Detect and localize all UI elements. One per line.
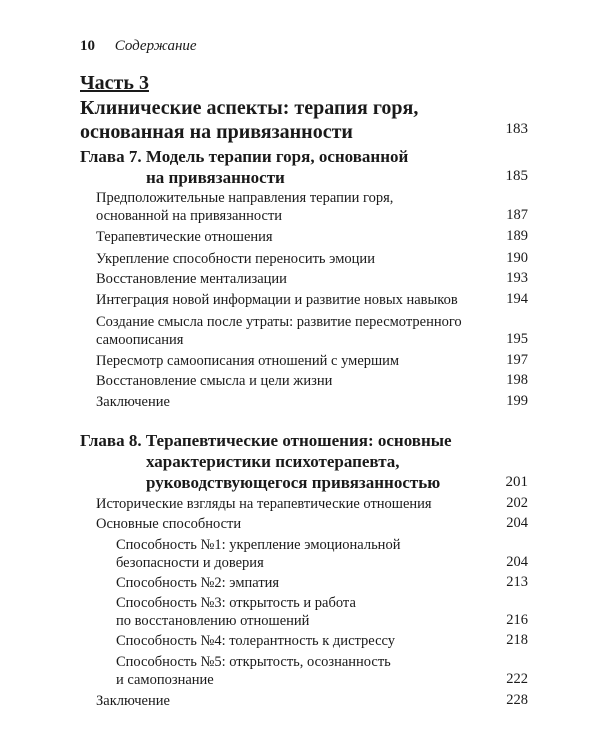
toc-subentry-page: 218 [506, 632, 528, 648]
toc-entry-title: Укрепление способности переносить эмоции [96, 251, 375, 267]
page-number: 10 [80, 38, 95, 54]
toc-subentry-page: 204 [506, 554, 528, 570]
toc-entry-page: 199 [506, 393, 528, 409]
part-label: Часть 3 [80, 72, 149, 94]
toc-entry-title: Заключение [96, 693, 170, 709]
chapter-7-title [80, 146, 480, 188]
toc-subentry-title [116, 594, 486, 630]
toc-entry-title [96, 313, 486, 349]
toc-entry-title: Заключение [96, 394, 170, 410]
toc-subentry-page: 216 [506, 612, 528, 628]
toc-entry-line: Создание смысла после утраты: развитие пересмотренного [96, 314, 462, 330]
running-header [80, 38, 197, 55]
toc-entry-page: 193 [506, 270, 528, 286]
toc-entry-line: Предположительные направления терапии горя, [96, 190, 394, 206]
toc-entry-line: самоописания [96, 332, 184, 348]
toc-subentry-page: 222 [506, 671, 528, 687]
toc-entry-title: Терапевтические отношения [96, 229, 273, 245]
toc-entry-title [96, 189, 486, 225]
toc-subentry-line: и самопознание [116, 672, 214, 688]
toc-entry-title: Восстановление смысла и цели жизни [96, 373, 333, 389]
chapter-7-page: 185 [505, 168, 528, 184]
toc-subentry-title: Способность №4: толерантность к дистрессу [116, 633, 395, 649]
toc-entry-page: 190 [506, 250, 528, 266]
part-title [80, 96, 500, 144]
toc-entry-title: Исторические взгляды на терапевтические отношения [96, 496, 432, 512]
running-title: Содержание [114, 38, 197, 54]
toc-entry-page: 202 [506, 495, 528, 511]
toc-entry-line: основанной на привязанности [96, 208, 283, 224]
toc-entry-page: 195 [506, 331, 528, 347]
toc-subentry-title [116, 536, 486, 572]
part-title-line: Клинические аспекты: терапия горя, [80, 97, 419, 119]
part-page-number: 183 [505, 121, 528, 137]
chapter-8-line: Глава 8. Терапевтические отношения: основные [80, 431, 452, 450]
toc-entry-page: 189 [506, 228, 528, 244]
toc-subentry-line: безопасности и доверия [116, 555, 264, 571]
toc-subentry-title: Способность №2: эмпатия [116, 575, 280, 591]
toc-subentry-title [116, 653, 486, 689]
toc-entry-page: 228 [506, 692, 528, 708]
toc-entry-page: 187 [506, 207, 528, 223]
toc-subentry-line: Способность №1: укрепление эмоциональной [116, 537, 401, 553]
toc-entry-title: Восстановление ментализации [96, 271, 287, 287]
part-title-line: основанная на привязанности [80, 121, 353, 143]
toc-entry-page: 194 [506, 291, 528, 307]
toc-entry-title: Интеграция новой информации и развитие новых навыков [96, 292, 458, 308]
toc-subentry-line: Способность №5: открытость, осознанность [116, 654, 391, 670]
chapter-7-line: на привязанности [146, 168, 285, 187]
chapter-8-title [80, 430, 480, 493]
chapter-8-line: руководствующегося привязанностью [146, 473, 441, 492]
chapter-8-page: 201 [505, 474, 528, 490]
toc-entry-title: Основные способности [96, 516, 242, 532]
toc-entry-page: 204 [506, 515, 528, 531]
chapter-8-line: характеристики психотерапевта, [146, 452, 400, 471]
toc-entry-page: 198 [506, 372, 528, 388]
toc-subentry-page: 213 [506, 574, 528, 590]
chapter-7-line: Глава 7. Модель терапии горя, основанной [80, 147, 409, 166]
toc-entry-page: 197 [506, 352, 528, 368]
toc-subentry-line: по восстановлению отношений [116, 613, 310, 629]
toc-subentry-line: Способность №3: открытость и работа [116, 595, 356, 611]
toc-entry-title: Пересмотр самоописания отношений с умершим [96, 353, 400, 369]
